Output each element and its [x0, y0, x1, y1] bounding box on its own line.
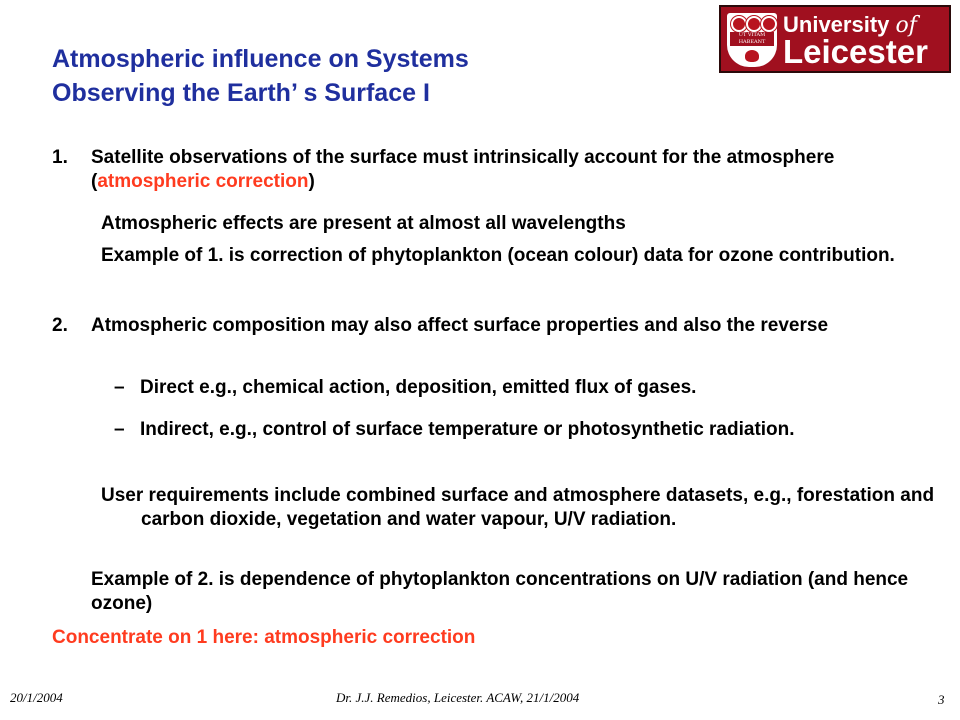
page-number: 3 — [938, 692, 945, 707]
title-line-2: Observing the Earth’ s Surface I — [52, 79, 430, 107]
user-requirements: User requirements include combined surface and atmosphere datasets, e.g., forestation and carbon dioxide, vegetation and water vapour, U/V radiation. — [101, 485, 935, 530]
rose-icon — [761, 16, 777, 32]
dash-bullet: – — [114, 377, 125, 398]
dash-bullet: – — [114, 419, 125, 440]
item-1 — [52, 146, 912, 194]
crest-shield-icon — [727, 13, 777, 67]
footer-author: Dr. J.J. Remedios, Leicester. ACAW, 21/1/2004 — [336, 690, 580, 705]
item-1-sub-1: Atmospheric effects are present at almost all wavelengths — [101, 213, 626, 234]
item-1-text: Satellite observations of the surface must intrinsically account for the atmosphere (atmospheric correction) — [91, 147, 835, 192]
title-line-1: Atmospheric influence on Systems — [52, 45, 469, 73]
fox-icon — [745, 50, 759, 62]
rose-icon — [746, 16, 762, 32]
item-2-number: 2. — [52, 315, 68, 336]
concentrate-note: Concentrate on 1 here: atmospheric correction — [52, 627, 476, 648]
crest-motto: UT VITAM HABEANT — [730, 32, 774, 46]
university-logo — [719, 5, 951, 73]
slide-title — [52, 42, 469, 110]
indirect-effects: Indirect, e.g., control of surface temperature or photosynthetic radiation. — [140, 419, 795, 440]
logo-leicester-text: Leicester — [783, 33, 928, 70]
logo-university-text: University of — [783, 12, 917, 38]
item-1-number: 1. — [52, 147, 68, 168]
footer-date: 20/1/2004 — [10, 690, 63, 705]
item-2 — [52, 314, 912, 362]
item-2-text: Atmospheric composition may also affect surface properties and also the reverse — [91, 315, 829, 336]
item-1-sub-2: Example of 1. is correction of phytoplankton (ocean colour) data for ozone contribution. — [101, 245, 895, 266]
rose-icon — [731, 16, 747, 32]
atmospheric-correction-highlight: atmospheric correction — [97, 171, 309, 192]
direct-effects: Direct e.g., chemical action, deposition, emitted flux of gases. — [140, 377, 697, 398]
